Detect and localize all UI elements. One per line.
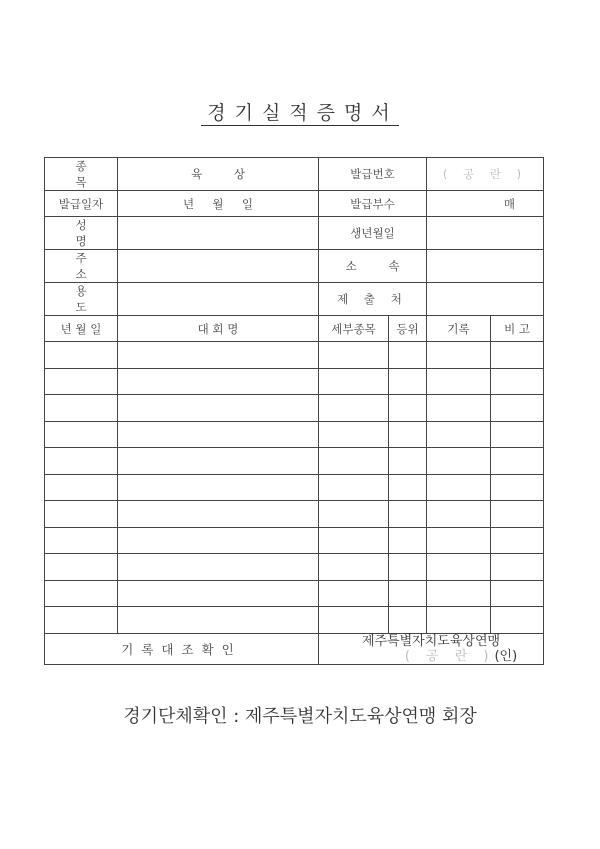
record-row — [45, 607, 544, 634]
record-row — [45, 527, 544, 554]
record-cell-rank[interactable] — [389, 580, 427, 607]
seal-blank: ( 공 란 ) — [404, 648, 495, 664]
record-row — [45, 448, 544, 475]
record-cell-remarks[interactable] — [491, 474, 544, 501]
record-cell-rank[interactable] — [389, 607, 427, 634]
record-cell-sub-event[interactable] — [319, 421, 389, 448]
record-cell-date[interactable] — [45, 474, 118, 501]
record-cell-competition[interactable] — [118, 501, 319, 528]
certificate-table — [44, 157, 544, 665]
record-cell-record[interactable] — [427, 607, 491, 634]
record-cell-remarks[interactable] — [491, 501, 544, 528]
record-cell-remarks[interactable] — [491, 554, 544, 581]
record-cell-sub-event[interactable] — [319, 580, 389, 607]
record-cell-date[interactable] — [45, 607, 118, 634]
record-cell-record[interactable] — [427, 527, 491, 554]
name-field[interactable] — [118, 217, 319, 250]
record-cell-remarks[interactable] — [491, 448, 544, 475]
record-cell-sub-event[interactable] — [319, 554, 389, 581]
document-title — [0, 98, 600, 125]
submit-to-field[interactable] — [427, 283, 544, 316]
row-name — [45, 217, 544, 250]
record-cell-date[interactable] — [45, 395, 118, 422]
record-cell-sub-event[interactable] — [319, 501, 389, 528]
verification-stamp — [319, 633, 544, 664]
header-competition: 대 회 명 — [118, 316, 319, 342]
record-cell-rank[interactable] — [389, 395, 427, 422]
record-cell-remarks[interactable] — [491, 607, 544, 634]
address-label: 주 소 — [45, 250, 118, 283]
header-rank: 등위 — [389, 316, 427, 342]
record-cell-record[interactable] — [427, 448, 491, 475]
header-sub-event: 세부종목 — [319, 316, 389, 342]
record-row — [45, 342, 544, 369]
record-cell-rank[interactable] — [389, 342, 427, 369]
record-cell-date[interactable] — [45, 527, 118, 554]
submit-to-label: 제 출 처 — [319, 283, 427, 316]
record-cell-date[interactable] — [45, 421, 118, 448]
record-cell-competition[interactable] — [118, 421, 319, 448]
record-cell-record[interactable] — [427, 421, 491, 448]
issue-no-label: 발급번호 — [319, 158, 427, 191]
record-cell-remarks[interactable] — [491, 421, 544, 448]
record-cell-sub-event[interactable] — [319, 474, 389, 501]
record-cell-remarks[interactable] — [491, 368, 544, 395]
copies-value: 매 — [427, 191, 544, 217]
record-cell-sub-event[interactable] — [319, 342, 389, 369]
record-cell-rank[interactable] — [389, 554, 427, 581]
record-cell-competition[interactable] — [118, 342, 319, 369]
record-row — [45, 501, 544, 528]
record-cell-rank[interactable] — [389, 448, 427, 475]
records-body — [45, 342, 544, 634]
record-cell-record[interactable] — [427, 580, 491, 607]
record-cell-date[interactable] — [45, 554, 118, 581]
issue-no-value: ( 공 란 ) — [427, 158, 544, 191]
record-cell-remarks[interactable] — [491, 395, 544, 422]
record-cell-rank[interactable] — [389, 474, 427, 501]
record-cell-record[interactable] — [427, 554, 491, 581]
record-cell-record[interactable] — [427, 395, 491, 422]
record-row — [45, 395, 544, 422]
row-address — [45, 250, 544, 283]
record-cell-remarks[interactable] — [491, 580, 544, 607]
affiliation-field[interactable] — [427, 250, 544, 283]
row-event — [45, 158, 544, 191]
record-cell-competition[interactable] — [118, 527, 319, 554]
purpose-label: 용 도 — [45, 283, 118, 316]
issue-date-label: 발급일자 — [45, 191, 118, 217]
birth-field[interactable] — [427, 217, 544, 250]
record-row — [45, 580, 544, 607]
verification-row — [45, 633, 544, 664]
record-cell-date[interactable] — [45, 368, 118, 395]
record-cell-record[interactable] — [427, 368, 491, 395]
record-cell-rank[interactable] — [389, 527, 427, 554]
record-cell-remarks[interactable] — [491, 342, 544, 369]
record-row — [45, 421, 544, 448]
record-cell-rank[interactable] — [389, 501, 427, 528]
address-field[interactable] — [118, 250, 319, 283]
record-cell-record[interactable] — [427, 501, 491, 528]
record-cell-sub-event[interactable] — [319, 395, 389, 422]
record-row — [45, 474, 544, 501]
verification-org: 제주특별자치도육상연맹 — [361, 633, 501, 649]
record-cell-rank[interactable] — [389, 368, 427, 395]
record-cell-record[interactable] — [427, 474, 491, 501]
row-issue-date — [45, 191, 544, 217]
record-cell-record[interactable] — [427, 342, 491, 369]
record-row — [45, 554, 544, 581]
header-record: 기록 — [427, 316, 491, 342]
record-cell-date[interactable] — [45, 342, 118, 369]
record-cell-sub-event[interactable] — [319, 448, 389, 475]
seal-mark: (인) — [494, 648, 518, 664]
record-cell-competition[interactable] — [118, 554, 319, 581]
record-cell-sub-event[interactable] — [319, 607, 389, 634]
record-cell-sub-event[interactable] — [319, 368, 389, 395]
seal-line — [319, 649, 543, 664]
affiliation-label: 소 속 — [319, 250, 427, 283]
event-value: 육 상 — [118, 158, 319, 191]
issue-date-value: 년 월 일 — [118, 191, 319, 217]
verification-label: 기록대조확인 — [45, 633, 319, 664]
record-cell-date[interactable] — [45, 448, 118, 475]
record-cell-competition[interactable] — [118, 607, 319, 634]
header-remarks: 비 고 — [491, 316, 544, 342]
record-cell-rank[interactable] — [389, 421, 427, 448]
records-header-row — [45, 316, 544, 342]
record-cell-date[interactable] — [45, 580, 118, 607]
record-row — [45, 368, 544, 395]
record-cell-sub-event[interactable] — [319, 527, 389, 554]
row-purpose — [45, 283, 544, 316]
record-cell-competition[interactable] — [118, 368, 319, 395]
birth-label: 생년월일 — [319, 217, 427, 250]
record-cell-competition[interactable] — [118, 474, 319, 501]
record-cell-competition[interactable] — [118, 580, 319, 607]
record-cell-competition[interactable] — [118, 395, 319, 422]
header-date: 년 월 일 — [45, 316, 118, 342]
event-label: 종 목 — [45, 158, 118, 191]
record-cell-date[interactable] — [45, 501, 118, 528]
record-cell-competition[interactable] — [118, 448, 319, 475]
document-title-text: 경기실적증명서 — [201, 102, 398, 126]
purpose-field[interactable] — [118, 283, 319, 316]
copies-label: 발급부수 — [319, 191, 427, 217]
record-cell-remarks[interactable] — [491, 527, 544, 554]
footer-confirmation: 경기단체확인 : 제주특별자치도육상연맹 회장 — [123, 706, 477, 727]
name-label: 성 명 — [45, 217, 118, 250]
